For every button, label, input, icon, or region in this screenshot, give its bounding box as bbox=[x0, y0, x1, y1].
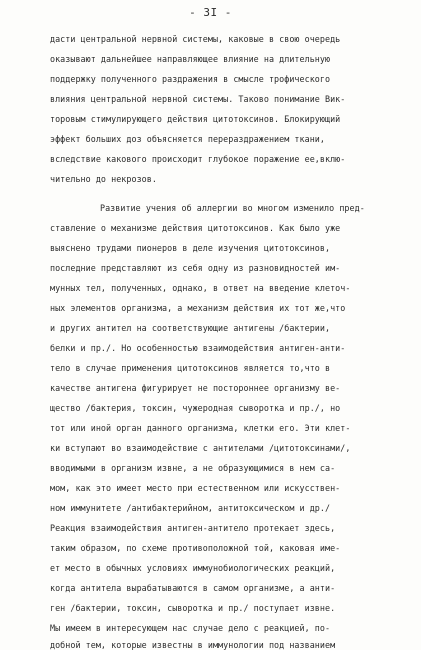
text-line: последние представляют из себя одну из разновидностей им- bbox=[50, 263, 341, 273]
text-line: Развитие учения об аллергии во многом изменило пред- bbox=[100, 203, 365, 213]
text-line: мом, как это имеет место при естественном или искусствен- bbox=[50, 483, 341, 493]
page-number: - 3I - bbox=[189, 6, 232, 19]
text-line: мунных тел, полученных, однако, в ответ на введение клеточ- bbox=[50, 283, 351, 293]
text-line: вводимыми в организм извне, а не образующимися в нем са- bbox=[50, 463, 336, 473]
text-line: дасти центральной нервной системы, каковые в свою очередь bbox=[50, 34, 341, 44]
text-line: качестве антигена фигурирует не постороннее организму ве- bbox=[50, 383, 341, 393]
text-line: влияния центральной нервной системы. Таково понимание Вик- bbox=[50, 94, 346, 104]
text-line: эффект больших доз объясняется перераздражением ткани, bbox=[50, 134, 325, 144]
text-line: и других антител на соответствующие антигены /бактерии, bbox=[50, 323, 331, 333]
text-line: щество /бактерия, токсин, чужеродная сыворотка и пр./, но bbox=[50, 403, 341, 413]
text-line: выяснено трудами пионеров в деле изучения цитотоксинов, bbox=[50, 243, 331, 253]
text-line: ставление о механизме действия цитотоксинов. Как было уже bbox=[50, 223, 341, 233]
text-line: ген /бактерии, токсин, сыворотка и пр./ поступает извне. bbox=[50, 603, 336, 613]
text-line: чительно до некрозов. bbox=[50, 174, 157, 184]
text-line: Мы имеем в интересующем нас случае дело с реакцией, по- bbox=[50, 623, 331, 633]
text-line: оказывают дальнейшее направляющее влияние на длительную bbox=[50, 54, 331, 64]
text-line: тело в случае применения цитотоксинов является то,что в bbox=[50, 363, 331, 373]
text-line: вследствие какового происходит глубокое поражение ее,вклю- bbox=[50, 154, 346, 164]
text-line: Реакция взаимодействия антиген-антитело протекает здесь, bbox=[50, 523, 336, 533]
text-line: ных элементов организма, а механизм действия их тот же,что bbox=[50, 303, 346, 313]
text-line: ки вступают во взаимодействие с антителами /цитотоксинами/, bbox=[50, 443, 351, 453]
text-line: ном иммунитете /антибактерийном, антитоксическом и др./ bbox=[50, 503, 331, 513]
text-line: ет место в обычных условиях иммунобиологических реакций, bbox=[50, 563, 336, 573]
text-line: торовым стимулирующего действия цитотоксинов. Блокирующий bbox=[50, 114, 341, 124]
text-line: поддержку полученного раздражения в смысле трофического bbox=[50, 74, 331, 84]
text-line: добной тем, которые известны в иммунологии под названием bbox=[50, 640, 336, 650]
text-line: белки и пр./. Но особенностью взаимодействия антиген-анти- bbox=[50, 343, 346, 353]
text-line: тот или иной орган данного организма, клетки его. Эти клет- bbox=[50, 423, 351, 433]
text-line: когда антитела вырабатываются в самом организме, а анти- bbox=[50, 583, 336, 593]
text-line: таким образом, по схеме противоположной той, каковая име- bbox=[50, 543, 341, 553]
